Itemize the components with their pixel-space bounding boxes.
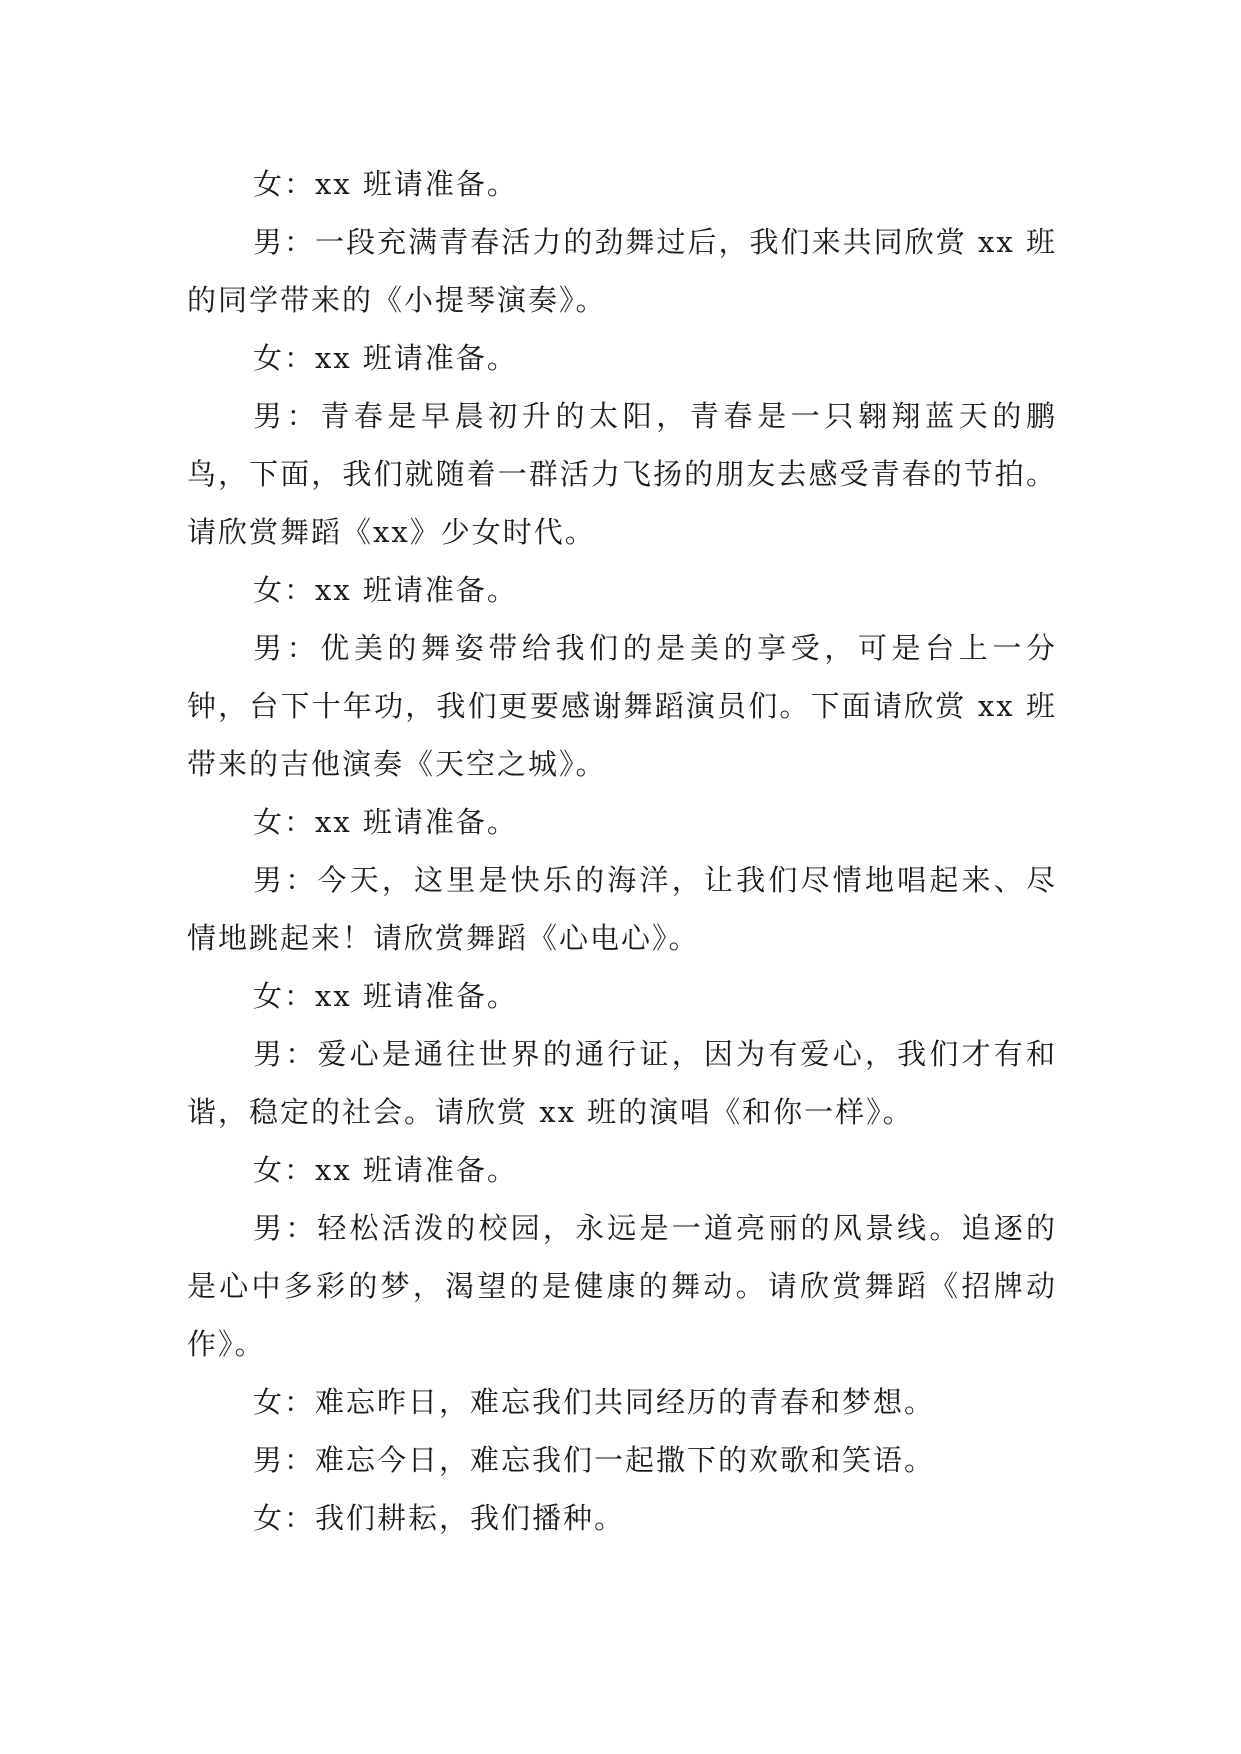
paragraph: 女：xx 班请准备。 [253, 341, 518, 375]
document-body [187, 155, 1057, 1547]
paragraph: 男：一段充满青春活力的劲舞过后，我们来共同欣赏 xx 班的同学带来的《小提琴演奏》。 [187, 225, 1057, 317]
paragraph: 女：xx 班请准备。 [253, 979, 518, 1013]
paragraph: 女：我们耕耘，我们播种。 [253, 1501, 626, 1535]
paragraph: 女：xx 班请准备。 [253, 805, 518, 839]
paragraph: 女：xx 班请准备。 [253, 1153, 518, 1187]
paragraph: 男：难忘今日，难忘我们一起撒下的欢歌和笑语。 [253, 1443, 936, 1477]
paragraph: 男：优美的舞姿带给我们的是美的享受，可是台上一分钟，台下十年功，我们更要感谢舞蹈演员们。下面请欣赏 xx 班带来的吉他演奏《天空之城》。 [187, 631, 1057, 781]
paragraph: 女：xx 班请准备。 [253, 573, 518, 607]
paragraph: 男：青春是早晨初升的太阳，青春是一只翱翔蓝天的鹏鸟，下面，我们就随着一群活力飞扬的朋友去感受青春的节拍。请欣赏舞蹈《xx》少女时代。 [187, 399, 1057, 549]
paragraph: 男：爱心是通往世界的通行证，因为有爱心，我们才有和谐，稳定的社会。请欣赏 xx 班的演唱《和你一样》。 [187, 1037, 1057, 1129]
paragraph: 男：轻松活泼的校园，永远是一道亮丽的风景线。追逐的是心中多彩的梦，渴望的是健康的舞动。请欣赏舞蹈《招牌动作》。 [187, 1211, 1057, 1361]
paragraph: 女：难忘昨日，难忘我们共同经历的青春和梦想。 [253, 1385, 936, 1419]
paragraph: 男：今天，这里是快乐的海洋，让我们尽情地唱起来、尽情地跳起来！请欣赏舞蹈《心电心》。 [187, 863, 1057, 955]
paragraph: 女：xx 班请准备。 [253, 167, 518, 201]
